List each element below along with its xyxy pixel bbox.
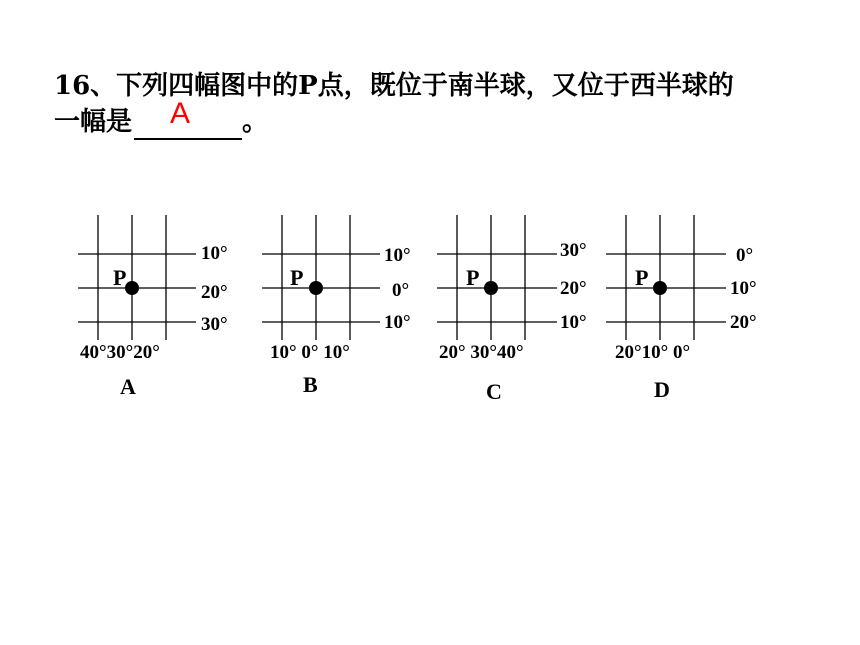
diagram-letter-a: A <box>120 374 136 399</box>
lon-labels-c: 20° 30°40° <box>439 342 524 363</box>
diagram-letter-c: C <box>486 379 502 404</box>
lat-label-d-3: 20° <box>730 312 757 333</box>
lat-label-b-1: 10° <box>384 245 411 266</box>
point-p-label-c: P <box>466 265 480 290</box>
diagram-letter-b: B <box>303 372 318 397</box>
point-p-label-a: P <box>113 265 127 290</box>
diagram-d <box>606 215 757 402</box>
lon-labels-a: 40°30°20° <box>80 342 160 363</box>
point-p-marker-b <box>309 281 323 295</box>
answer-text: A <box>170 97 191 130</box>
lat-label-c-3: 10° <box>560 312 587 333</box>
lat-label-c-1: 30° <box>560 240 587 261</box>
lat-label-a-2: 20° <box>201 282 228 303</box>
question-line-1: 16、下列四幅图中的P点，既位于南半球，又位于西半球的 <box>54 71 734 101</box>
diagram-c <box>437 215 587 404</box>
lat-label-b-2: 0° <box>392 280 410 301</box>
lat-label-c-2: 20° <box>560 278 587 299</box>
point-p-label-d: P <box>635 265 649 290</box>
question-prefix: 一幅是 <box>54 107 133 137</box>
diagram-b <box>262 215 411 397</box>
grid-lines-c <box>437 215 557 340</box>
lon-labels-d: 20°10° 0° <box>615 342 691 363</box>
grid-lines-d <box>606 215 726 340</box>
point-p-marker-d <box>653 281 667 295</box>
point-p-label-b: P <box>290 265 304 290</box>
grid-lines-b <box>262 215 380 340</box>
question-suffix: 。 <box>242 107 269 137</box>
lat-label-b-3: 10° <box>384 312 411 333</box>
lat-label-d-2: 10° <box>730 278 757 299</box>
lat-label-a-3: 30° <box>201 314 228 335</box>
diagram-a <box>78 215 228 399</box>
lat-label-d-1: 0° <box>736 245 754 266</box>
diagram-letter-d: D <box>654 377 670 402</box>
lon-labels-b: 10° 0° 10° <box>270 342 350 363</box>
grid-lines-a <box>78 215 196 340</box>
lat-label-a-1: 10° <box>201 243 228 264</box>
point-p-marker-c <box>484 281 498 295</box>
point-p-marker-a <box>125 281 139 295</box>
